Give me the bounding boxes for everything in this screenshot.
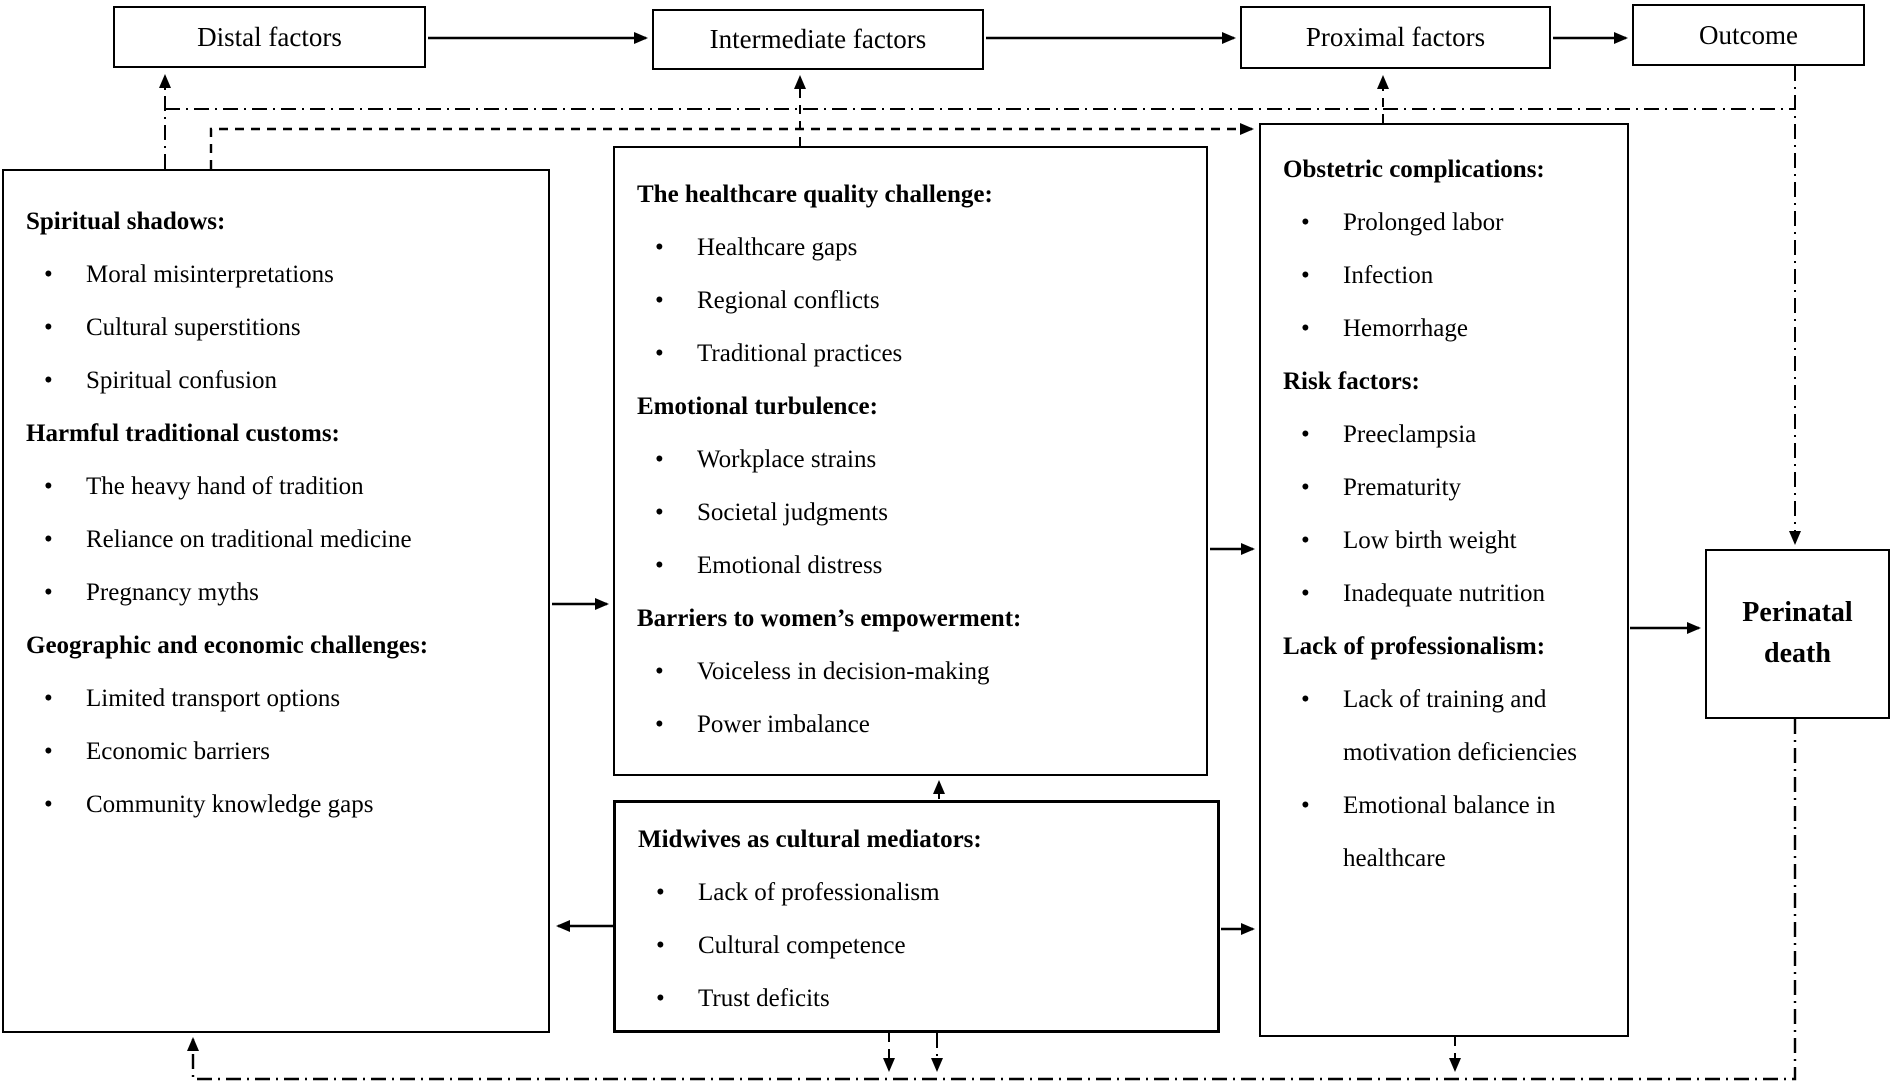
header-intermediate-label: Intermediate factors <box>709 24 927 54</box>
bullet-icon: • <box>655 234 664 261</box>
bullet-icon: • <box>1301 474 1310 501</box>
list-item <box>26 301 528 354</box>
list-item <box>637 274 1186 327</box>
section-heading-midwives: Midwives as cultural mediators: <box>638 826 982 853</box>
distal-factors-box <box>2 169 550 1033</box>
list-item-text: Trust deficits <box>698 985 830 1012</box>
header-outcome <box>1632 4 1865 66</box>
bullet-icon: • <box>655 340 664 367</box>
list-item <box>1283 408 1607 461</box>
bullet-icon: • <box>44 314 53 341</box>
bullet-icon: • <box>655 658 664 685</box>
list-item <box>1283 249 1607 302</box>
list-item <box>638 972 1197 1025</box>
list-item-text: Cultural competence <box>698 932 906 959</box>
list-item-text: Limited transport options <box>86 685 341 712</box>
bullet-icon: • <box>44 367 53 394</box>
list-item <box>26 778 528 831</box>
header-intermediate-factors <box>652 9 984 70</box>
bullet-icon: • <box>44 579 53 606</box>
list-item <box>1283 514 1607 567</box>
list-item-text: Cultural superstitions <box>86 314 301 341</box>
list-item <box>26 354 528 407</box>
list-item-text: Lack of professionalism <box>698 879 940 906</box>
list-item <box>637 698 1186 751</box>
bullet-icon: • <box>44 261 53 288</box>
list-item-text: Societal judgments <box>697 499 888 526</box>
list-item-text: Moral misinterpretations <box>86 261 334 288</box>
list-item <box>26 248 528 301</box>
list-item <box>1283 567 1607 620</box>
list-item <box>26 566 528 619</box>
bullet-icon: • <box>44 685 53 712</box>
section-heading-obstetric-complications: Obstetric complications: <box>1283 156 1545 183</box>
header-distal-factors <box>113 6 426 68</box>
list-item <box>26 725 528 778</box>
list-item <box>637 645 1186 698</box>
bullet-icon: • <box>656 985 665 1012</box>
list-item-text: Inadequate nutrition <box>1343 580 1546 607</box>
list-item <box>26 513 528 566</box>
bullet-icon: • <box>44 473 53 500</box>
section-heading-geographic-economic: Geographic and economic challenges: <box>26 632 429 659</box>
perinatal-death-box <box>1705 549 1890 719</box>
section-heading-emotional-turbulence: Emotional turbulence: <box>637 393 878 420</box>
section-heading-spiritual-shadows: Spiritual shadows: <box>26 208 226 235</box>
list-item <box>638 919 1197 972</box>
list-item-text: Healthcare gaps <box>697 234 858 261</box>
list-item <box>1283 302 1607 355</box>
section-heading-barriers-empowerment: Barriers to women’s empowerment: <box>637 605 1022 632</box>
list-item-text: Hemorrhage <box>1343 315 1468 342</box>
bullet-icon: • <box>655 711 664 738</box>
list-item <box>637 327 1186 380</box>
bullet-icon: • <box>656 932 665 959</box>
list-item-text: Voiceless in decision-making <box>697 658 990 685</box>
list-item <box>1283 196 1607 249</box>
list-item-text: Preeclampsia <box>1343 421 1477 448</box>
list-item <box>1283 461 1607 514</box>
list-item-text: Pregnancy myths <box>86 579 259 606</box>
list-item <box>26 460 528 513</box>
bullet-icon: • <box>1301 527 1310 554</box>
proximal-factors-box <box>1259 123 1629 1037</box>
list-item <box>1283 673 1607 779</box>
list-item <box>637 539 1186 592</box>
list-item-text: Spiritual confusion <box>86 367 277 394</box>
list-item <box>638 866 1197 919</box>
section-heading-risk-factors: Risk factors: <box>1283 368 1420 395</box>
bullet-icon: • <box>655 287 664 314</box>
list-item <box>637 221 1186 274</box>
bullet-icon: • <box>656 879 665 906</box>
bullet-icon: • <box>655 446 664 473</box>
list-item <box>1283 779 1607 885</box>
list-item <box>637 433 1186 486</box>
list-item-text: Community knowledge gaps <box>86 791 374 818</box>
bullet-icon: • <box>1301 686 1310 713</box>
list-item-text: The heavy hand of tradition <box>86 473 364 500</box>
bullet-icon: • <box>655 499 664 526</box>
list-item-text: Traditional practices <box>697 340 903 367</box>
bullet-icon: • <box>1301 792 1310 819</box>
header-outcome-label: Outcome <box>1699 19 1798 50</box>
list-item-text: Emotional distress <box>697 552 883 579</box>
bullet-icon: • <box>1301 315 1310 342</box>
list-item-text: Power imbalance <box>697 711 870 738</box>
list-item-text: Prolonged labor <box>1343 209 1504 236</box>
bullet-icon: • <box>1301 209 1310 236</box>
list-item-text: Lack of training and motivation deficiencies <box>1343 686 1577 766</box>
bullet-icon: • <box>1301 421 1310 448</box>
bullet-icon: • <box>44 526 53 553</box>
bullet-icon: • <box>44 791 53 818</box>
section-heading-healthcare-quality: The healthcare quality challenge: <box>637 181 993 208</box>
list-item <box>26 672 528 725</box>
list-item-text: Low birth weight <box>1343 527 1517 554</box>
list-item-text: Economic barriers <box>86 738 270 765</box>
list-item <box>637 486 1186 539</box>
section-heading-lack-professionalism: Lack of professionalism: <box>1283 633 1546 660</box>
header-distal-label: Distal factors <box>197 21 342 52</box>
section-heading-harmful-customs: Harmful traditional customs: <box>26 420 340 447</box>
list-item-text: Infection <box>1343 262 1434 289</box>
perinatal-death-label: Perinatal death <box>1742 597 1853 669</box>
header-proximal-label: Proximal factors <box>1305 22 1486 52</box>
list-item-text: Emotional balance in healthcare <box>1343 792 1556 872</box>
list-item-text: Regional conflicts <box>697 287 880 314</box>
list-item-text: Workplace strains <box>697 446 877 473</box>
midwives-mediators-box <box>613 800 1220 1033</box>
list-item-text: Prematurity <box>1343 474 1462 501</box>
bullet-icon: • <box>655 552 664 579</box>
bullet-icon: • <box>1301 262 1310 289</box>
header-proximal-factors <box>1240 6 1551 69</box>
bullet-icon: • <box>1301 580 1310 607</box>
intermediate-factors-box <box>613 146 1208 776</box>
bullet-icon: • <box>44 738 53 765</box>
list-item-text: Reliance on traditional medicine <box>86 526 412 553</box>
